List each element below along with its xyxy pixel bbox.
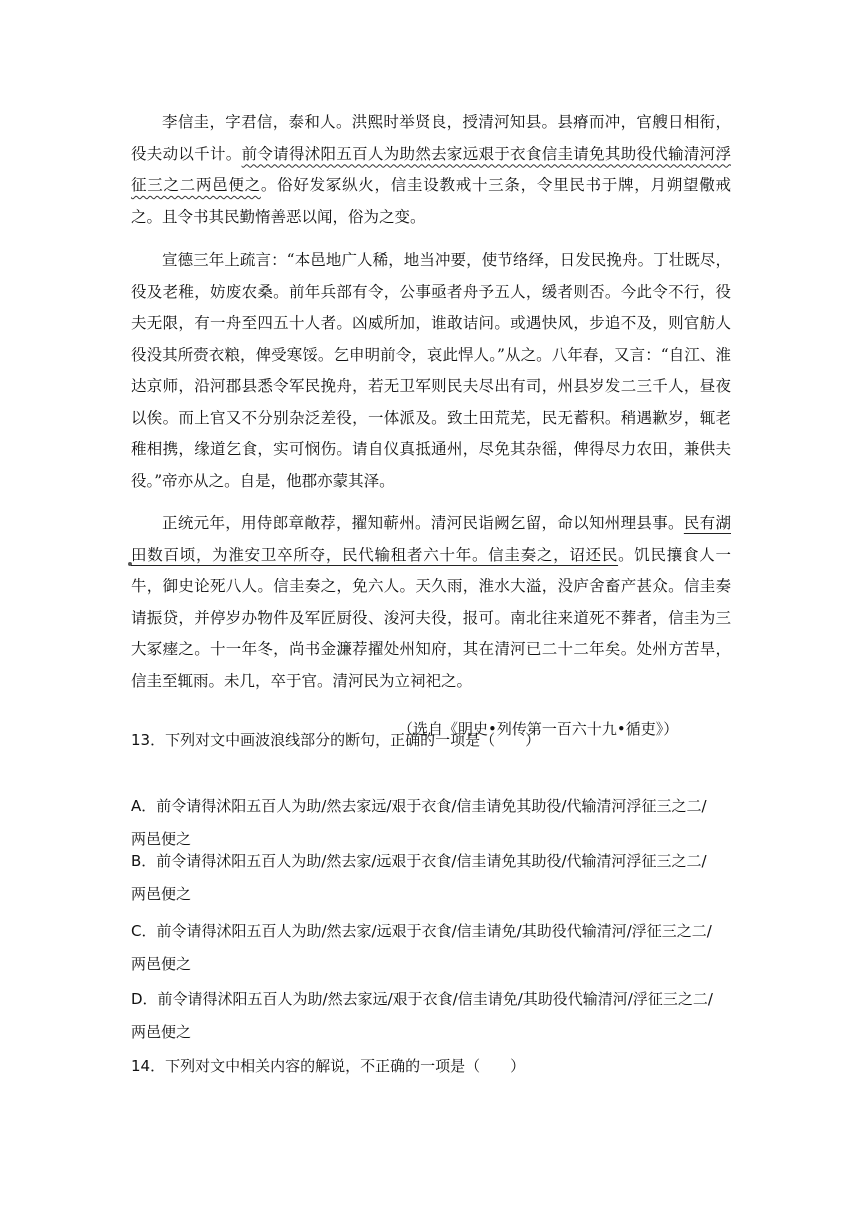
question-13-option-c[interactable] [131, 920, 712, 975]
option-d-line-2: 两邑便之 [131, 1023, 192, 1041]
option-a-line-1: A．前令请得沭阳五百人为助/然去家远/艰于衣食/信圭请免其助役/代输清河浮征三之二/ [131, 797, 707, 815]
p1-text-after: 。俗好发冢纵火，信圭设教戒十三条，令里民书于牌，月朔望儆戒之。且令书其民勤惰善恶以闻，俗为之变。 [131, 176, 731, 226]
option-c-line-1: C．前令请得沭阳五百人为助/然去家/远艰于衣食/信圭请免/其助役代输清河/浮征三之二/ [131, 922, 712, 940]
passage-paragraph-3 [131, 508, 731, 697]
p3-text-after: 。饥民攘食人一牛，御史论死八人。信圭奏之，免六人。天久雨，淮水大溢，没庐舍畜产甚众。信圭奏请振贷，并停岁办物件及军匠厨役、浚河夫役，报可。南北往来道死不葬者，信圭为三大冢瘗之。十一年冬，尚书金濂荐擢处州知府，其在清河已二十二年矣。处州方苦旱，信圭至辄雨。未几，卒于官。清河民为立祠祀之。 [131, 545, 731, 690]
p3-text-before: 正统元年，用侍郎章敞荐，擢知蕲州。清河民诣阙乞留，命以知州理县事。 [162, 514, 684, 532]
p3-underlined-text: 民有湖田数百顷，为淮安卫卒所夺，民代输租者六十年。信圭奏之，诏还民 [131, 514, 731, 564]
question-14-stem: 14．下列对文中相关内容的解说，不正确的一项是（ ） [131, 1057, 526, 1075]
option-d-line-1: D．前令请得沭阳五百人为助/然去家远/艰于衣食/信圭请免/其助役代输清河/浮征三之二/ [131, 990, 713, 1008]
option-b-line-1: B．前令请得沭阳五百人为助/然去家/远艰于衣食/信圭请免其助役/代输清河浮征三之二/ [131, 852, 707, 870]
question-13-option-d[interactable] [131, 988, 713, 1043]
question-13-option-b[interactable] [131, 850, 707, 905]
p1-text-before: 李信圭，字君信，泰和人。洪熙时举贤良，授清河知县。县瘠而冲，官艘日相衔，役夫动以千计。 [131, 113, 731, 163]
option-a-line-2: 两邑便之 [131, 830, 192, 848]
option-c-line-2: 两邑便之 [131, 955, 192, 973]
passage-paragraph-2: 宣德三年上疏言：“本邑地广人稀，地当冲要，使节络绎，日发民挽舟。丁壮既尽，役及老稚，妨废农桑。前年兵部有令，公事亟者舟予五人，缓者则否。今此令不行，役夫无限，有一舟至四五十人者。凶威所加，谁敢诘问。或遇快风，步追不及，则官舫人役没其所赍衣粮，俾受寒馁。乞申明前令，哀此悍人。”从之。八年春，又言：“自江、淮达京师，沿河郡县悉令军民挽舟，若无卫军则民夫尽出有司，州县岁发二三千人，昼夜以俟。而上官又不分别杂泛差役，一体派及。致土田荒芜，民无蓄积。稍遇歉岁，辄老稚相携，缘道乞食，实可悯伤。请自仪真抵通州，尽免其杂徭，俾得尽力农田，兼供夫役。”帝亦从之。自是，他郡亦蒙其泽。 [131, 251, 731, 490]
question-13-option-a[interactable] [131, 795, 707, 850]
passage-paragraph-1 [131, 107, 731, 233]
option-b-line-2: 两邑便之 [131, 885, 192, 903]
passage-source: （选自《明史•列传第一百六十九•循吏》） [398, 720, 679, 738]
p1-wavy-underlined-text: 前令请得沭阳五百人为助然去家远艰于衣食信圭请免其助役代输清河浮征三之二两邑便之 [131, 144, 731, 194]
question-13-stem: 13．下列对文中画波浪线部分的断句，正确的一项是（ ） [131, 731, 541, 749]
